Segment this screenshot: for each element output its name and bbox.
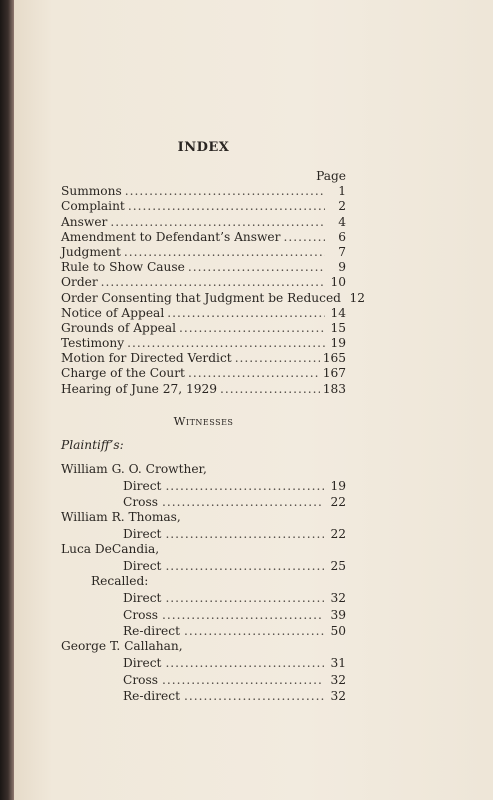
index-content: [61, 140, 365, 704]
testimony-row: [61, 558, 346, 575]
index-entry: [61, 260, 346, 275]
testimony-type: Re-direct: [123, 624, 180, 639]
entry-page-number: 167: [322, 366, 346, 381]
leader-dots: [188, 366, 320, 381]
testimony-row: [61, 590, 346, 607]
witness-name: William G. O. Crowther,: [61, 461, 207, 476]
entry-page-number: 14: [330, 305, 346, 320]
entry-page-number: 183: [322, 381, 346, 396]
index-entry: [61, 290, 365, 305]
witness-name: George T. Callahan,: [61, 639, 183, 654]
index-entry: [61, 336, 346, 351]
index-title: INDEX: [177, 140, 230, 155]
leader-dots: [110, 215, 325, 230]
page-number: 32: [330, 672, 346, 687]
testimony-type: Cross: [123, 672, 158, 687]
testimony-type: Re-direct: [123, 689, 180, 704]
entry-label: Judgment: [61, 244, 121, 259]
entry-label: Motion for Directed Verdict: [61, 351, 232, 366]
entry-page-number: 15: [330, 320, 346, 335]
leader-dots: [220, 382, 320, 397]
testimony-type: Direct: [123, 527, 162, 542]
leader-dots: [165, 479, 324, 494]
entry-label: Complaint: [61, 199, 125, 214]
entry-page-number: 19: [330, 336, 346, 351]
entry-label: Amendment to Defendant’s Answer: [61, 229, 281, 244]
entry-label: Notice of Appeal: [61, 305, 165, 320]
entry-label: Grounds of Appeal: [61, 320, 177, 335]
witness-name: Luca DeCandia,: [61, 542, 160, 557]
index-entry: [61, 245, 346, 260]
page-number: 22: [330, 495, 346, 510]
entry-label: Order: [61, 275, 98, 290]
leader-dots: [188, 260, 325, 275]
index-entry: [61, 306, 346, 321]
leader-dots: [165, 559, 324, 574]
testimony-type: Direct: [123, 656, 162, 671]
page-number: 31: [330, 656, 346, 671]
index-entry: [61, 321, 346, 336]
testimony-row: [61, 606, 346, 623]
index-entries: [61, 184, 365, 397]
entry-page-number: 6: [338, 229, 346, 244]
testimony-row: [61, 494, 346, 511]
testimony-row: [61, 655, 346, 672]
index-entry: [61, 351, 346, 366]
leader-dots: [101, 275, 325, 290]
leader-dots: [184, 624, 324, 639]
testimony-row: [61, 526, 346, 543]
page-number: 19: [330, 478, 346, 493]
leader-dots: [179, 321, 325, 336]
witnesses-heading: Witnesses: [173, 413, 234, 428]
testimony-type: Cross: [123, 607, 158, 622]
page-number: 32: [330, 689, 346, 704]
testimony-type: Cross: [123, 495, 158, 510]
index-entry: [61, 366, 346, 381]
leader-dots: [127, 336, 325, 351]
page-number: 39: [330, 607, 346, 622]
testimony-type: Direct: [123, 559, 162, 574]
entry-label: Testimony: [61, 336, 125, 351]
testimony-type: Direct: [123, 591, 162, 606]
testimony-row: [61, 623, 346, 640]
page-column-heading: Page: [316, 169, 346, 183]
leader-dots: [235, 351, 320, 366]
leader-dots: [125, 184, 325, 199]
leader-dots: [124, 245, 325, 260]
entry-page-number: 10: [330, 275, 346, 290]
witness-crowther: [61, 462, 346, 511]
entry-label: Charge of the Court: [61, 366, 185, 381]
entry-page-number: 4: [338, 214, 346, 229]
index-entry: [61, 230, 346, 245]
leader-dots: [283, 230, 325, 245]
index-entry: [61, 199, 346, 214]
leader-dots: [128, 199, 325, 214]
leader-dots: [184, 689, 324, 704]
index-entry: [61, 275, 346, 290]
page-number: 25: [330, 559, 346, 574]
entry-label: Answer: [61, 214, 108, 229]
entry-label: Rule to Show Cause: [61, 260, 185, 275]
leader-dots: [167, 306, 325, 321]
index-entry: [61, 184, 346, 199]
witness-thomas: [61, 510, 346, 542]
entry-page-number: 9: [338, 260, 346, 275]
leader-dots: [165, 527, 324, 542]
entry-page-number: 2: [338, 199, 346, 214]
index-entry: [61, 381, 346, 396]
page-number: 32: [330, 591, 346, 606]
entry-label: Order Consenting that Judgment be Reduced: [61, 290, 341, 305]
witness-callahan: [61, 639, 346, 704]
testimony-row: [61, 477, 346, 494]
leader-dots: [162, 673, 324, 688]
entry-page-number: 12: [349, 290, 365, 305]
entry-label: Summons: [61, 184, 122, 199]
page-number: 22: [330, 527, 346, 542]
entry-page-number: 165: [322, 351, 346, 366]
leader-dots: [165, 656, 324, 671]
page-number: 50: [330, 624, 346, 639]
leader-dots: [165, 591, 324, 606]
testimony-row: [61, 671, 346, 688]
testimony-row: [61, 688, 346, 705]
testimony-type: Direct: [123, 478, 162, 493]
witness-name: William R. Thomas,: [61, 510, 181, 525]
entry-page-number: 1: [338, 184, 346, 199]
entry-page-number: 7: [338, 244, 346, 259]
entry-label: Hearing of June 27, 1929: [61, 381, 218, 396]
leader-dots: [162, 608, 324, 623]
leader-dots: [162, 495, 324, 510]
witness-decandia: [61, 542, 346, 639]
index-entry: [61, 214, 346, 229]
recalled-label: Recalled:: [91, 574, 149, 589]
party-label: Plaintiff’s:: [61, 437, 124, 452]
